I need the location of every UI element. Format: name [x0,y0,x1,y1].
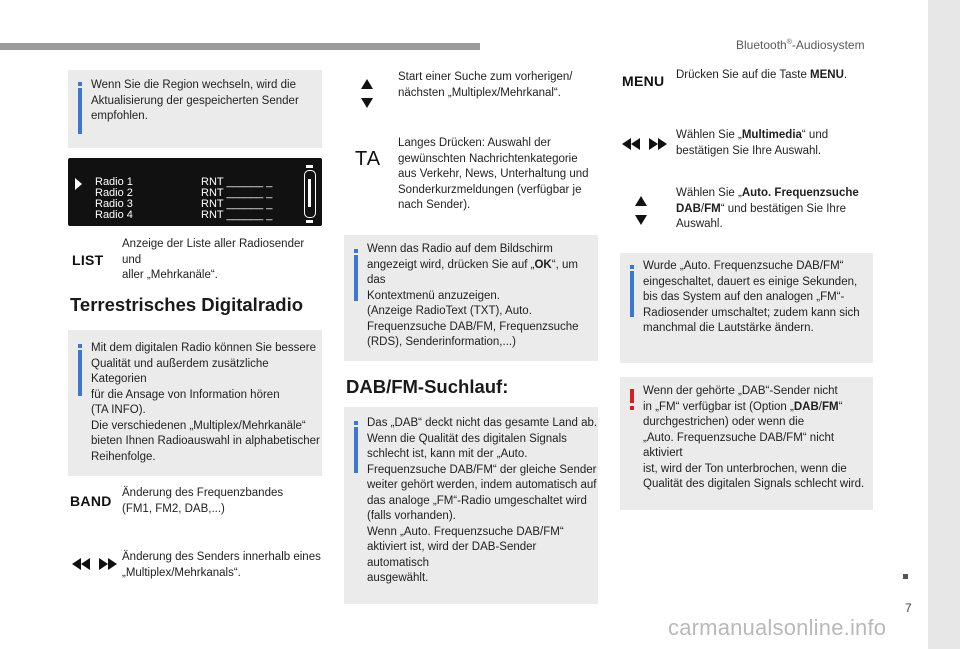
info-icon [78,344,82,396]
top-rule [0,43,480,50]
ta-text: Langes Drücken: Auswahl der gewünschten Nachrichtenkategorie aus Verkehr, News, Unterhaltung und Sonderkurzmeldungen (verfügbar je nach Sender). [398,137,589,211]
radio-screen: Radio 1 RNT ______ _ Radio 2 RNT ______ _ Radio 3 RNT ______ _ Radio 4 RNT ______ _ [68,158,322,226]
list-button-label: LIST [72,252,104,268]
info-box-region [68,70,322,148]
band-text: Änderung des Frequenzbandes (FM1, FM2, DAB,...) [122,487,284,515]
list-text: Anzeige der Liste aller Radiosender und aller „Mehrkanäle“. [122,238,305,281]
info-auto-text: Wurde „Auto. Frequenzsuche DAB/FM“ eingeschaltet, dauert es einige Sekunden, bis das System auf den analogen „FM“- Radiosender umschaltet; zudem kann sich manchmal die Lautstärke ändern. [643,260,860,334]
band-button-label: BAND [70,493,112,509]
info-box-ok [344,235,598,361]
info-icon [354,249,358,301]
info-box-digital [68,330,322,476]
arrow-up-icon [635,196,647,206]
info-box-auto [620,253,873,363]
page-header: Bluetooth®-Audiosystem [736,38,865,52]
page-marker [903,574,908,579]
info-region-text: Wenn Sie die Region wechseln, wird die Aktualisierung der gespeicherten Sender empfohlen. [91,79,299,122]
section-title-dabfm: DAB/FM-Suchlauf: [346,376,509,397]
info-box-dab [344,407,598,604]
info-icon [354,421,358,473]
arrow-down-icon [361,98,373,108]
arrow-up-icon [361,79,373,89]
page-number: 7 [905,601,912,615]
seek-text: Änderung des Senders innerhalb eines „Multiplex/Mehrkanals“. [122,551,321,579]
info-dab-text: Das „DAB“ deckt nicht das gesamte Land ab. Wenn die Qualität des digitalen Signals schlecht ist, kann mit der „Auto. Frequenzsuche DAB/FM“ der gleiche Sender weiter gehört werden, indem automatisch auf das analoge „FM“-Radio umgeschaltet wird (falls vorhanden). Wenn „Auto. Frequenzsuche DAB/FM“ aktiviert ist, wird der DAB-Sender automatisch ausgewählt. [367,417,598,584]
menu-text: Drücken Sie auf die Taste MENU. [676,69,848,81]
ta-button-label: TA [355,148,382,170]
arrow-down-icon [635,215,647,225]
multimedia-text: Wählen Sie „Multimedia“ und bestätigen Sie Ihre Auswahl. [676,129,829,157]
info-ok-text: Wenn das Radio auf dem Bildschirm angezeigt wird, drücken Sie auf „OK“, um das Kontextmenü anzuzeigen. (Anzeige RadioText (TXT), Auto. Frequenzsuche DAB/FM, Frequenzsuche (RDS), Senderinformation,...) [367,243,579,348]
section-title-digitalradio: Terrestrisches Digitalradio [70,294,304,315]
warning-icon [630,389,634,411]
warning-box [620,377,873,510]
info-icon [630,265,634,317]
scrollbar [304,170,316,218]
auto-search-text: Wählen Sie „Auto. Frequenzsuche DAB/FM“ und bestätigen Sie Ihre Auswahl. [676,187,859,230]
info-icon [78,82,82,134]
warning-text: Wenn der gehörte „DAB“-Sender nicht in „FM“ verfügbar ist (Option „DAB/FM“ durchgestrichen) oder wenn die „Auto. Frequenzsuche DAB/FM“ nicht aktiviert ist, wird der Ton unterbrochen, wenn die Qualität des digitalen Signals schlecht wird. [643,385,865,490]
updown-text: Start einer Suche zum vorherigen/ nächsten „Multiplex/Mehrkanal“. [398,71,573,99]
seek-buttons-icon [72,558,117,570]
left-right-arrows-icon [622,138,667,150]
info-digital-text: Mit dem digitalen Radio können Sie bessere Qualität und außerdem zusätzliche Kategorien für die Ansage von Information hören (TA INFO). Die verschiedenen „Multiplex/Mehrkanäle“ bieten Ihnen Radioauswahl in alphabetischer Reihenfolge. [91,342,320,463]
watermark: carmanualsonline.info [668,615,887,640]
side-strip [928,0,960,649]
menu-button-label: MENU [622,73,665,89]
selection-arrow-icon [75,178,82,190]
